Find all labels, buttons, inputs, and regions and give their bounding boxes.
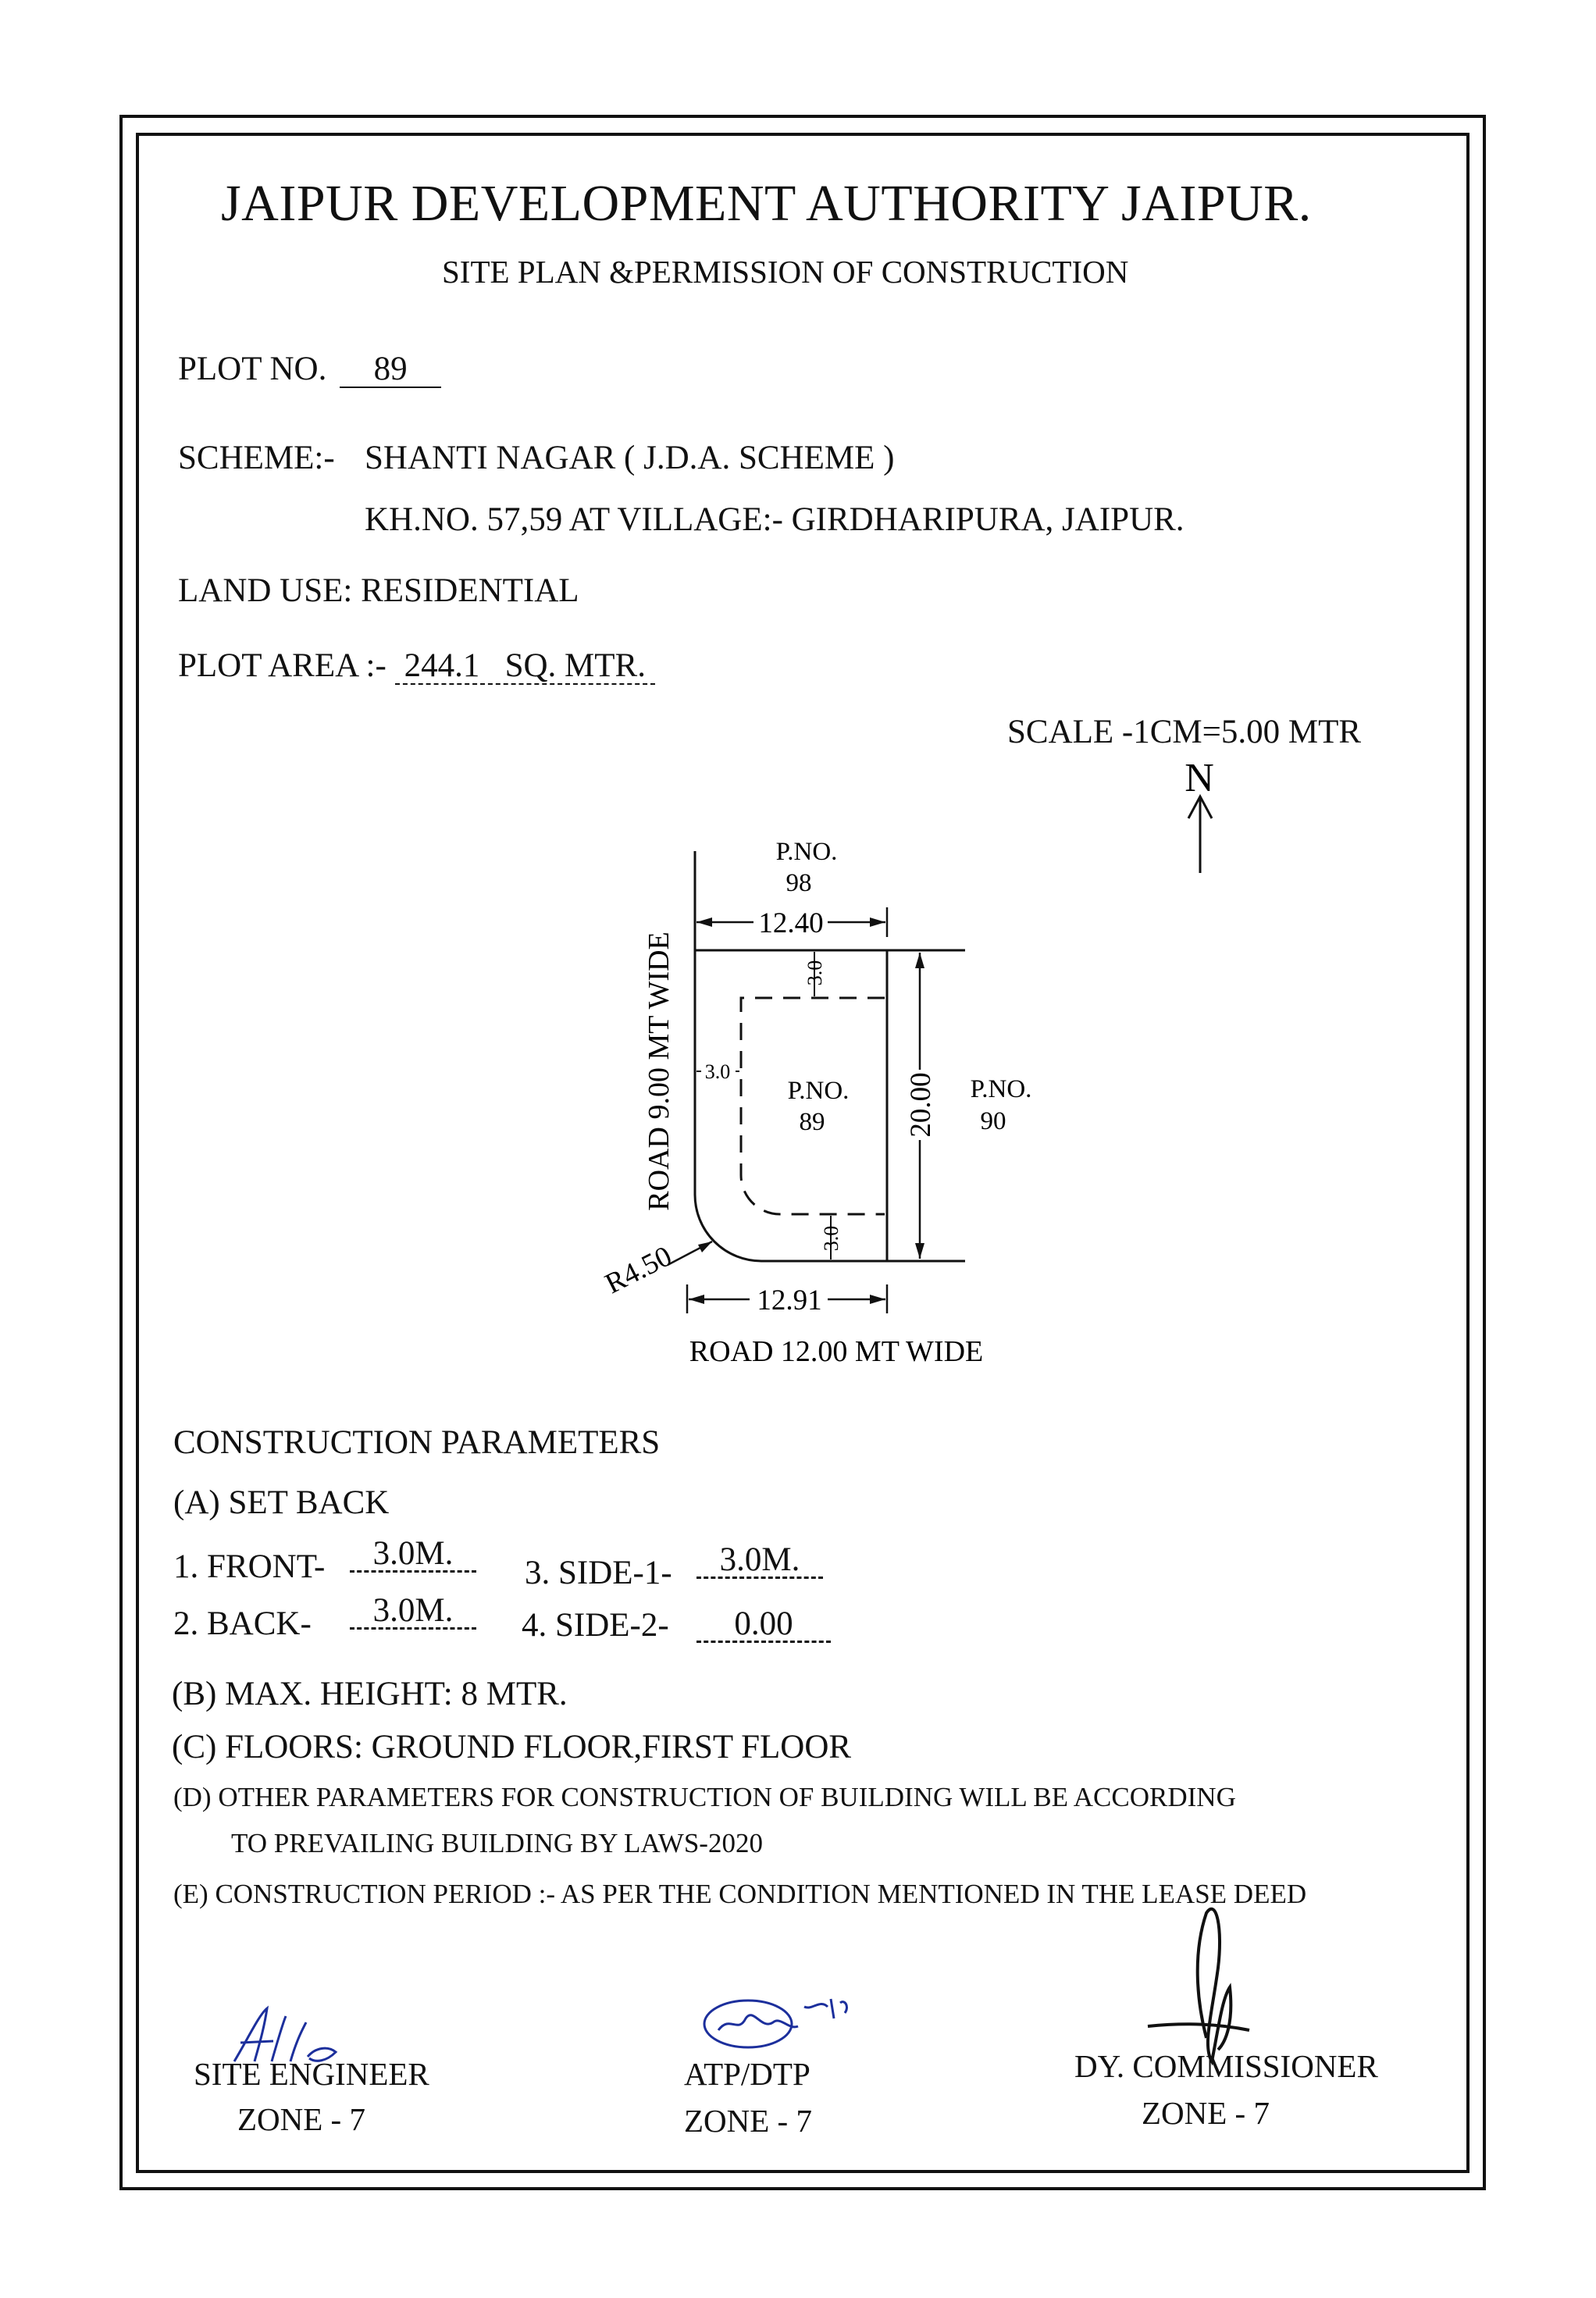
signatory-atp-dtp-zone: ZONE - 7 bbox=[684, 2103, 812, 2139]
dy-commissioner-signature bbox=[1148, 1909, 1249, 2061]
plot-area-value: 244.1 bbox=[404, 647, 480, 684]
top-dim-arrow-right bbox=[870, 917, 885, 927]
plot-area-label: PLOT AREA :- bbox=[178, 647, 387, 684]
scheme-name: SHANTI NAGAR ( J.D.A. SCHEME ) bbox=[365, 440, 895, 476]
page-subtitle: SITE PLAN &PERMISSION OF CONSTRUCTION bbox=[442, 254, 1129, 290]
side2-setback-label: 4. SIDE-2- bbox=[522, 1607, 669, 1644]
construction-period: (E) CONSTRUCTION PERIOD :- AS PER THE CONDITION MENTIONED IN THE LEASE DEED bbox=[173, 1879, 1307, 1909]
road-west-label: ROAD 9.00 MT WIDE bbox=[643, 932, 675, 1211]
scheme-location: KH.NO. 57,59 AT VILLAGE:- GIRDHARIPURA, JAIPUR. bbox=[365, 501, 1185, 538]
signatory-site-engineer-title: SITE ENGINEER bbox=[194, 2056, 429, 2092]
side1-setback-field bbox=[696, 1543, 823, 1579]
signatory-site-engineer-zone: ZONE - 7 bbox=[237, 2101, 365, 2137]
other-parameters-line1: (D) OTHER PARAMETERS FOR CONSTRUCTION OF BUILDING WILL BE ACCORDING bbox=[173, 1782, 1236, 1812]
side2-setback-value: 0.00 bbox=[696, 1607, 831, 1643]
land-use: LAND USE: RESIDENTIAL bbox=[178, 572, 579, 609]
plot-center-label: P.NO. bbox=[787, 1077, 850, 1105]
depth-dim-arrow-top bbox=[915, 953, 924, 968]
atp-dtp-signature bbox=[704, 1999, 846, 2047]
side1-setback-label: 3. SIDE-1- bbox=[525, 1555, 672, 1591]
plot-center-number: 89 bbox=[799, 1108, 825, 1136]
scheme-label: SCHEME:- bbox=[178, 440, 335, 476]
side1-setback-value: 3.0M. bbox=[696, 1543, 823, 1579]
front-setback-value: 3.0M. bbox=[350, 1537, 476, 1573]
road-south-label: ROAD 12.00 MT WIDE bbox=[689, 1335, 984, 1368]
back-setback-value: 3.0M. bbox=[350, 1594, 476, 1630]
plot-number-label: PLOT NO. bbox=[178, 351, 327, 387]
side2-setback-field bbox=[696, 1607, 831, 1643]
page-title: JAIPUR DEVELOPMENT AUTHORITY JAIPUR. bbox=[221, 175, 1312, 232]
north-label: N bbox=[1185, 756, 1214, 800]
plot-number-value: 89 bbox=[340, 351, 441, 388]
back-setback-label: 2. BACK- bbox=[173, 1605, 312, 1642]
signatory-atp-dtp-title: ATP/DTP bbox=[684, 2056, 810, 2092]
bottom-width-label: 12.91 bbox=[757, 1284, 822, 1316]
scale-note: SCALE -1CM=5.00 MTR bbox=[1007, 714, 1362, 750]
neighbor-east-number: 90 bbox=[980, 1107, 1006, 1135]
setback-line bbox=[741, 998, 885, 1214]
top-dim-arrow-left bbox=[696, 917, 712, 927]
bottom-dim-arrow-right bbox=[870, 1295, 885, 1304]
radius-label: R4.50 bbox=[600, 1240, 677, 1301]
top-width-label: 12.40 bbox=[758, 907, 824, 939]
neighbor-north-label: P.NO. bbox=[775, 838, 838, 866]
front-setback-field bbox=[350, 1537, 476, 1573]
depth-label: 20.00 bbox=[905, 1072, 937, 1138]
neighbor-north-number: 98 bbox=[786, 869, 812, 897]
plot-area-unit: SQ. MTR. bbox=[504, 647, 646, 684]
neighbor-east-label: P.NO. bbox=[970, 1075, 1032, 1103]
back-setback-field bbox=[350, 1594, 476, 1630]
max-height: (B) MAX. HEIGHT: 8 MTR. bbox=[172, 1676, 568, 1712]
depth-dim-arrow-bottom bbox=[915, 1243, 924, 1259]
signatory-dy-commissioner-zone: ZONE - 7 bbox=[1142, 2095, 1270, 2131]
setback-left-label: 3.0 bbox=[704, 1060, 731, 1083]
parameters-heading: CONSTRUCTION PARAMETERS bbox=[173, 1424, 661, 1461]
setback-top-label: 3.0 bbox=[803, 960, 826, 986]
signatory-dy-commissioner-title: DY. COMMISSIONER bbox=[1074, 2048, 1378, 2084]
other-parameters-line2: TO PREVAILING BUILDING BY LAWS-2020 bbox=[231, 1828, 763, 1858]
floors: (C) FLOORS: GROUND FLOOR,FIRST FLOOR bbox=[172, 1729, 852, 1765]
setback-bottom-label: 3.0 bbox=[820, 1225, 843, 1252]
bottom-dim-arrow-left bbox=[689, 1295, 704, 1304]
radius-arrow bbox=[698, 1242, 712, 1252]
site-engineer-signature bbox=[234, 2008, 336, 2061]
front-setback-label: 1. FRONT- bbox=[173, 1548, 326, 1585]
setback-heading: (A) SET BACK bbox=[173, 1484, 390, 1521]
